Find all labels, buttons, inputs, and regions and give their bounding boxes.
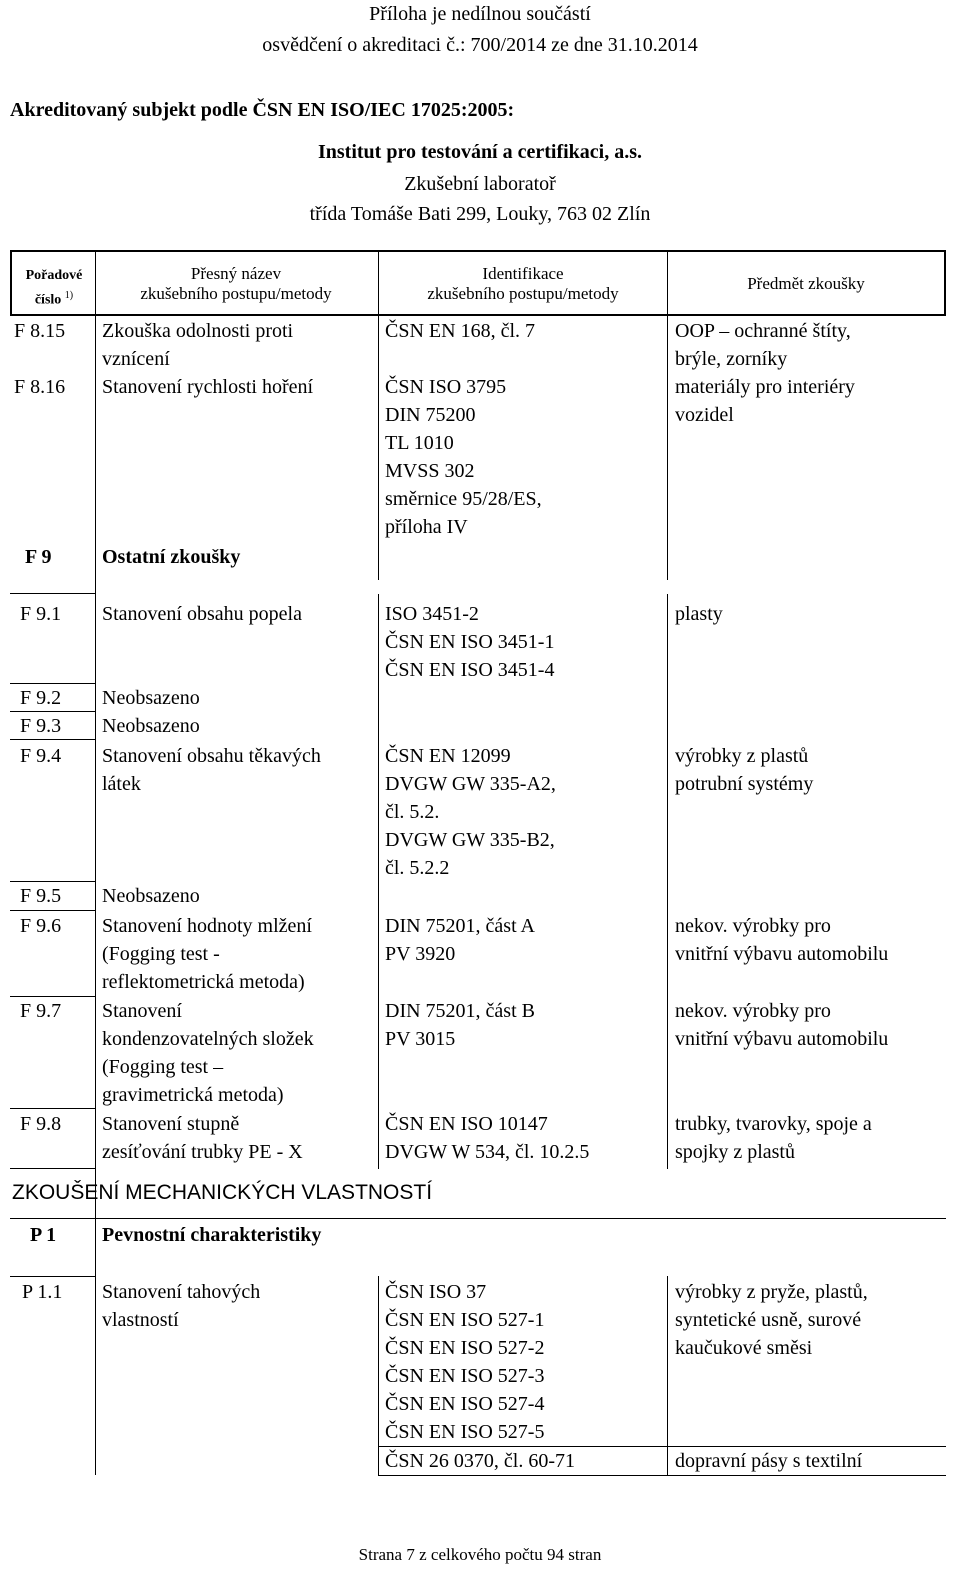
row-f96-ident: DIN 75201, část A PV 3920 xyxy=(385,915,535,965)
row-f97-ident: DIN 75201, část B PV 3015 xyxy=(385,1000,535,1050)
row-sep-f97 xyxy=(10,1108,96,1109)
row-p1-number: P 1 xyxy=(30,1224,57,1246)
col-header-number: Pořadové číslo $^{1)}$ xyxy=(25,268,83,308)
row-p11-subject: výrobky z pryže, plastů, syntetické usně, surové kaučukové směsi xyxy=(675,1281,868,1359)
col-divider-3b xyxy=(667,594,668,1169)
row-f93-name: Neobsazeno xyxy=(102,715,200,737)
row-f98-name: Stanovení stupně zesíťování trubky PE - X xyxy=(102,1113,303,1163)
col-header-ident: Identifikace zkušebního postupu/metody xyxy=(427,264,619,303)
section-title: ZKOUŠENÍ MECHANICKÝCH VLASTNOSTÍ xyxy=(12,1181,433,1204)
header-line-6: třída Tomáše Bati 299, Louky, 763 02 Zlín xyxy=(309,203,651,225)
row-sep-f9 xyxy=(10,593,96,594)
row-f815-subject: OOP – ochranné štíty, brýle, zorníky xyxy=(675,320,851,370)
header-line-3: Akreditovaný subjekt podle ČSN EN ISO/IEC 17025:2005: xyxy=(10,99,515,121)
row-f815-number: F 8.15 xyxy=(14,320,66,342)
row-f96-number: F 9.6 xyxy=(20,915,62,937)
row-f98-ident: ČSN EN ISO 10147 DVGW W 534, čl. 10.2.5 xyxy=(385,1113,590,1163)
header-line-4: Institut pro testování a certifikaci, a.s. xyxy=(317,141,643,163)
col-header-name: Přesný název zkušebního postupu/metody xyxy=(140,264,332,303)
row-f98-subject: trubky, tvarovky, spoje a spojky z plastů xyxy=(675,1113,872,1163)
page-footer: Strana 7 z celkového počtu 94 stran xyxy=(358,1545,602,1564)
table-header-bottom-border xyxy=(10,314,946,316)
col-divider-2a xyxy=(378,250,379,580)
row-f98-number: F 9.8 xyxy=(20,1113,62,1135)
row-f95-name: Neobsazeno xyxy=(102,885,200,907)
row-p11-ident: ČSN ISO 37 ČSN EN ISO 527-1 ČSN EN ISO 527-2 ČSN EN ISO 527-3 ČSN EN ISO 527-4 ČSN EN ISO 527-5 xyxy=(385,1281,545,1443)
col-header-subject: Předmět zkoušky xyxy=(747,274,865,293)
row-f95-number: F 9.5 xyxy=(20,885,62,907)
row-f94-number: F 9.4 xyxy=(20,745,62,767)
row-last-ident: ČSN 26 0370, čl. 60-71 xyxy=(385,1450,575,1472)
row-f815-name: Zkouška odolnosti proti vznícení xyxy=(102,320,294,370)
row-f816-subject: materiály pro interiéry vozidel xyxy=(675,376,855,426)
row-f96-subject: nekov. výrobky pro vnitřní výbavu automobilu xyxy=(675,915,889,965)
header-line-2: osvědčení o akreditaci č.: 700/2014 ze dne 31.10.2014 xyxy=(262,34,698,56)
col-divider-3a xyxy=(667,250,668,580)
row-sep-f98 xyxy=(10,1168,96,1169)
row-sep-p1 xyxy=(10,1276,96,1277)
row-f94-name: Stanovení obsahu těkavých látek xyxy=(102,745,321,795)
row-last-subject: dopravní pásy s textilní xyxy=(675,1450,863,1472)
row-p1-name: Pevnostní charakteristiky xyxy=(102,1224,322,1246)
row-f97-name: Stanovení kondenzovatelných složek (Fogging test – gravimetrická metoda) xyxy=(102,1000,314,1106)
row-f9-number: F 9 xyxy=(25,546,52,568)
row-sep-p1-top xyxy=(10,1218,946,1219)
row-f816-number: F 8.16 xyxy=(14,376,66,398)
row-f815-ident: ČSN EN 168, čl. 7 xyxy=(385,320,535,342)
row-f816-name: Stanovení rychlosti hoření xyxy=(102,376,314,398)
row-f97-subject: nekov. výrobky pro vnitřní výbavu automobilu xyxy=(675,1000,889,1050)
row-f9-name: Ostatní zkoušky xyxy=(102,546,241,568)
row-f91-name: Stanovení obsahu popela xyxy=(102,603,302,625)
row-f94-subject: výrobky z plastů potrubní systémy xyxy=(675,745,814,795)
row-f91-subject: plasty xyxy=(675,603,723,625)
row-p11-name: Stanovení tahových vlastností xyxy=(102,1281,261,1331)
row-f91-number: F 9.1 xyxy=(20,603,62,625)
row-f96-name: Stanovení hodnoty mlžení (Fogging test - reflektometrická metoda) xyxy=(102,915,312,993)
row-sep-f95 xyxy=(10,910,96,911)
row-f91-ident: ISO 3451-2 ČSN EN ISO 3451-1 ČSN EN ISO 3451-4 xyxy=(385,603,555,681)
row-f94-ident: ČSN EN 12099 DVGW GW 335-A2, čl. 5.2. DVGW GW 335-B2, čl. 5.2.2 xyxy=(385,745,556,879)
table-top-border xyxy=(10,250,946,252)
table-right-border xyxy=(944,250,946,316)
row-p11-number: P 1.1 xyxy=(22,1281,63,1303)
header-line-1: Příloha je nedílnou součástí xyxy=(369,3,591,25)
row-f92-name: Neobsazeno xyxy=(102,687,200,709)
col-divider-2b xyxy=(378,594,379,1169)
header-line-5: Zkušební laboratoř xyxy=(404,173,556,195)
row-f97-number: F 9.7 xyxy=(20,1000,62,1022)
row-f92-number: F 9.2 xyxy=(20,687,62,709)
row-f816-ident: ČSN ISO 3795 DIN 75200 TL 1010 MVSS 302 směrnice 95/28/ES, příloha IV xyxy=(385,376,542,538)
row-sep-bottom xyxy=(378,1475,946,1476)
row-f93-number: F 9.3 xyxy=(20,715,62,737)
col-divider-1 xyxy=(95,250,96,1475)
